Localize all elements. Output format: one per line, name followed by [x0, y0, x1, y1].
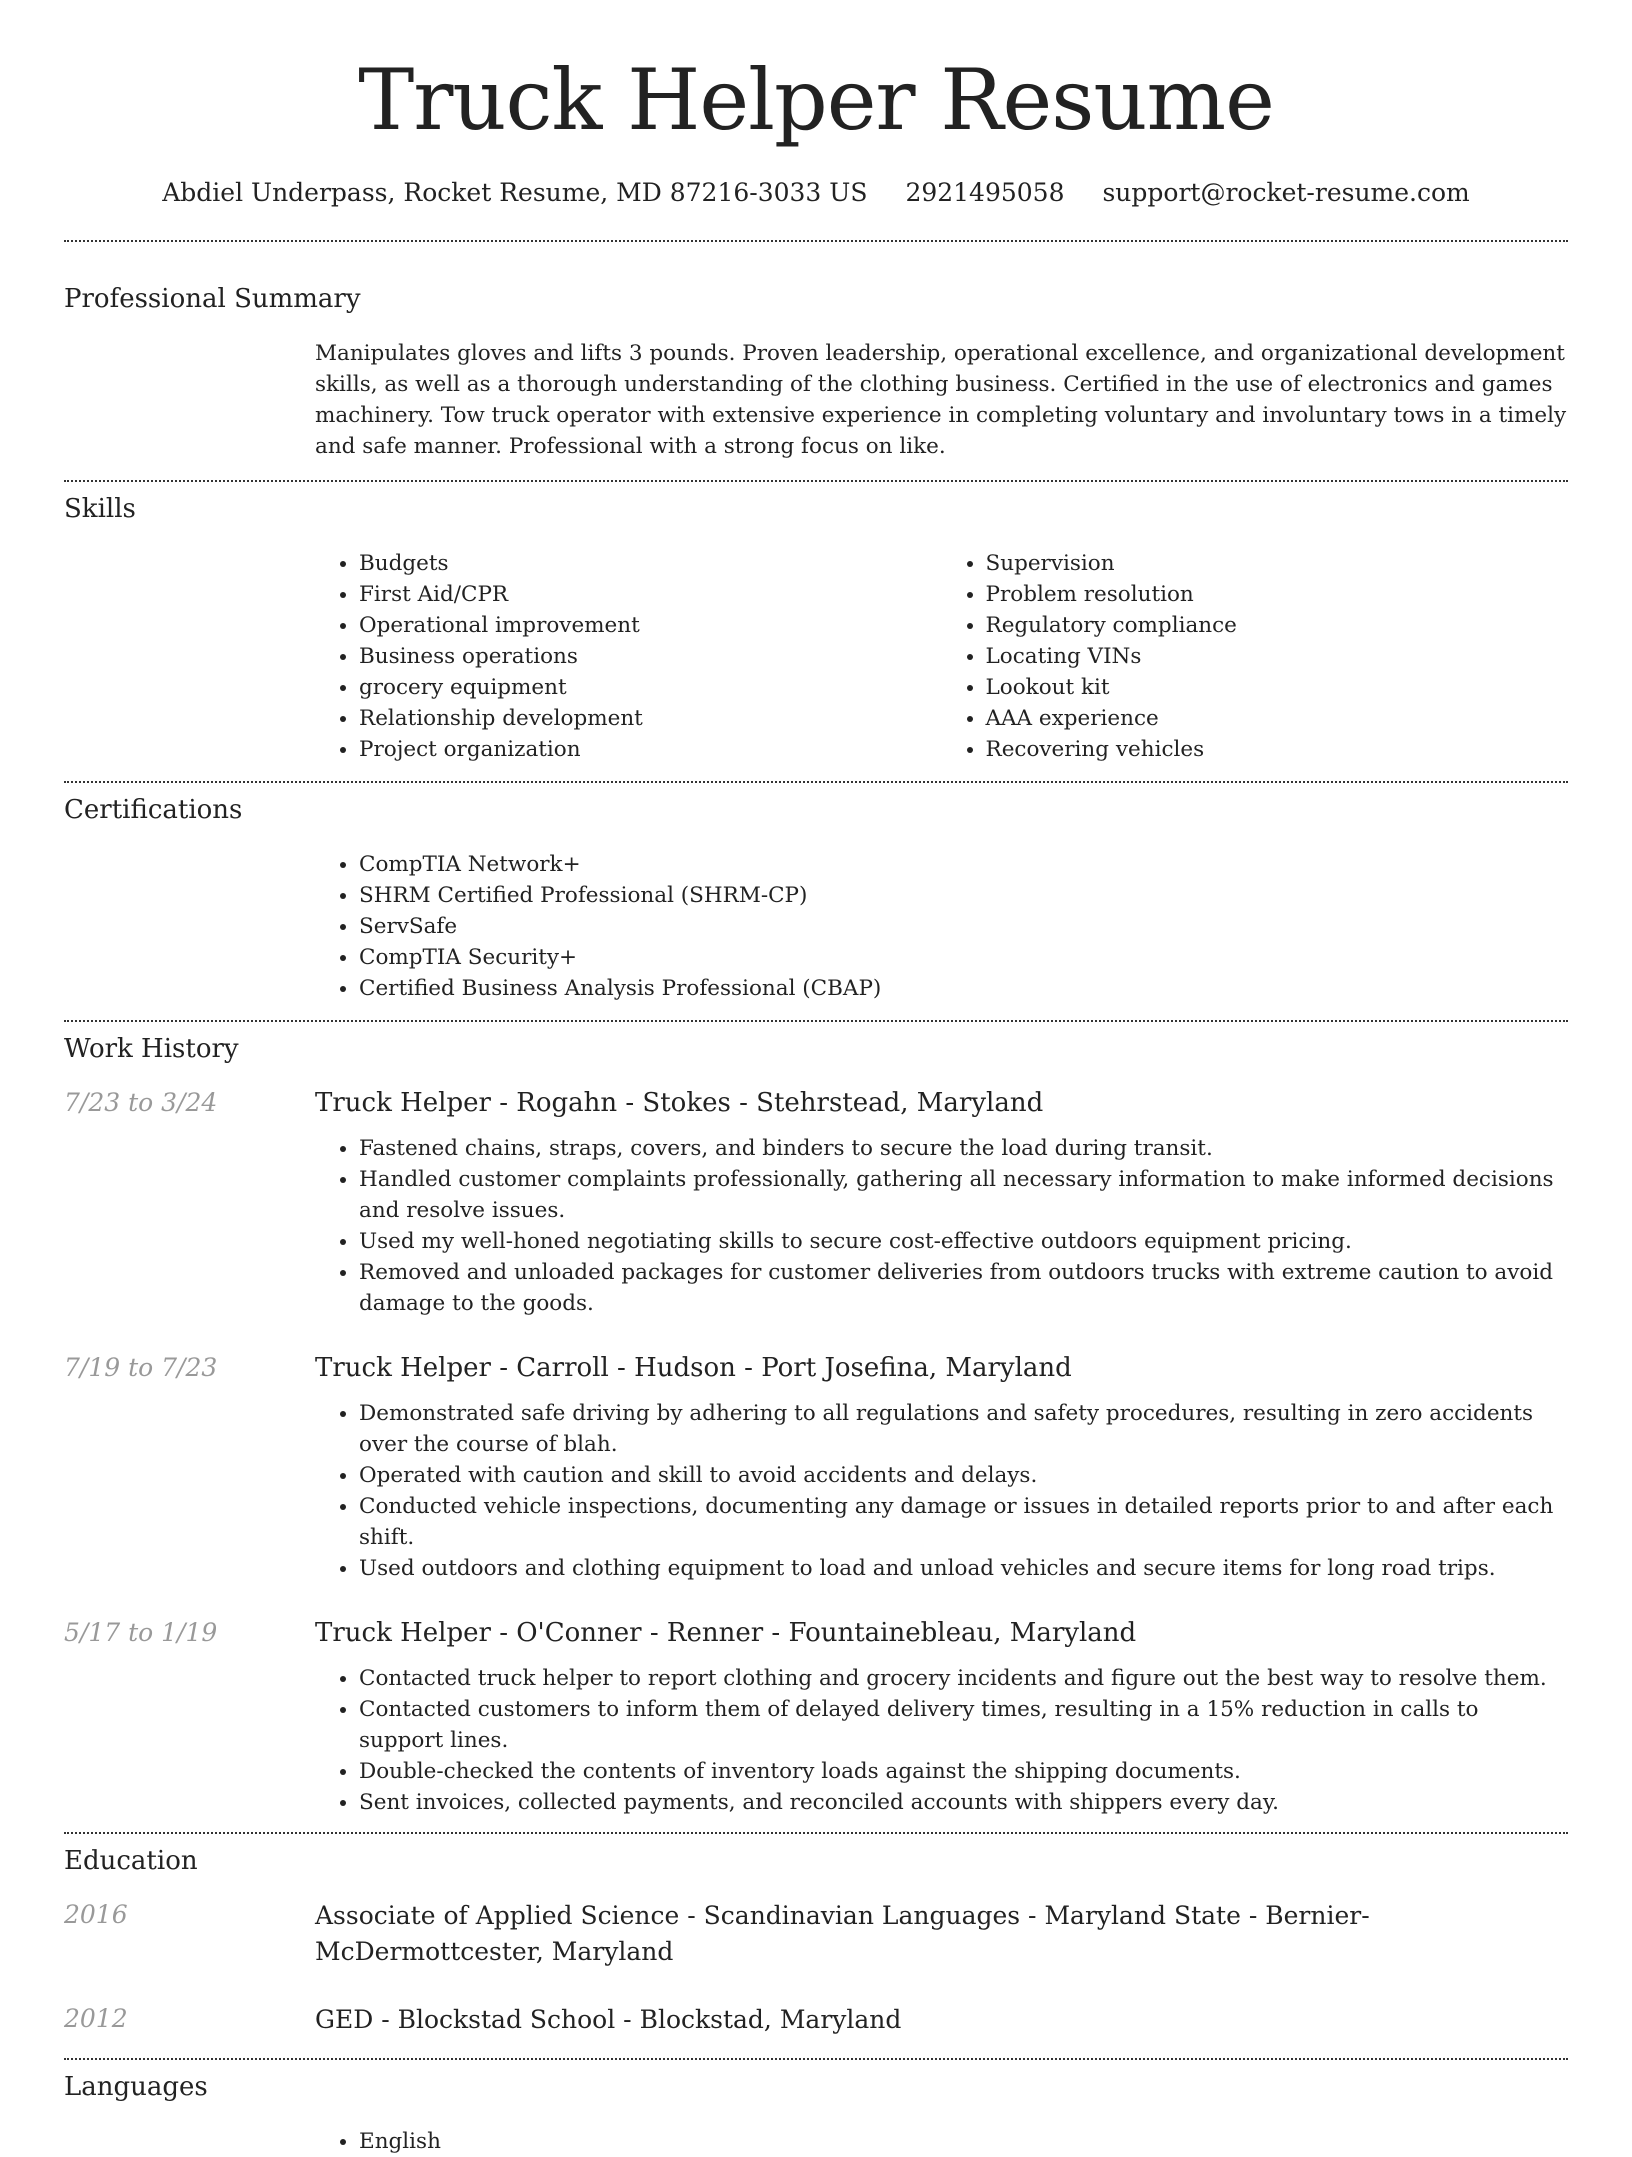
- list-item: • Supervision: [986, 548, 1569, 579]
- list-item: • Contacted truck helper to report clothing and grocery incidents and figure out the best way to resolve them.: [359, 1663, 1568, 1694]
- contact-phone: 2921495058: [905, 178, 1065, 207]
- list-item: • Problem resolution: [986, 579, 1569, 610]
- education-section: [64, 1834, 1568, 2038]
- job-bullets: [315, 1398, 1568, 1584]
- summary-section: [64, 242, 1568, 462]
- certifications-section: [64, 783, 1568, 1004]
- skills-section: [64, 482, 1568, 765]
- languages-list: [315, 2126, 1568, 2157]
- education-title: Associate of Applied Science - Scandinavian Languages - Maryland State - Bernier-McDermottcester, Maryland: [315, 1901, 1370, 1966]
- education-heading: Education: [64, 1846, 198, 1876]
- contact-line: [0, 176, 1632, 210]
- summary-text: Manipulates gloves and lifts 3 pounds. Proven leadership, operational excellence, and organizational development skills, as well as a thorough understanding of the clothing business. Certified in the use of electronics and games machinery. Tow truck operator with extensive experience in completing voluntary and involuntary tows in a timely and safe manner. Professional with a strong focus on like.: [315, 341, 1567, 459]
- list-item: • AAA experience: [986, 703, 1569, 734]
- list-item: • grocery equipment: [359, 672, 942, 703]
- job-entry: [64, 1616, 1568, 1818]
- education-year: 2012: [64, 2004, 128, 2033]
- list-item: • CompTIA Security+: [359, 942, 1568, 973]
- skills-list-left: [315, 548, 942, 765]
- job-bullets: [315, 1663, 1568, 1818]
- list-item: • Double-checked the contents of inventory loads against the shipping documents.: [359, 1756, 1568, 1787]
- list-item: • Contacted customers to inform them of delayed delivery times, resulting in a 15% reduction in calls to support lines.: [359, 1694, 1568, 1756]
- list-item: • Operated with caution and skill to avoid accidents and delays.: [359, 1460, 1568, 1491]
- list-item: • Demonstrated safe driving by adhering to all regulations and safety procedures, resulting in zero accidents over the course of blah.: [359, 1398, 1568, 1460]
- job-dates: 7/19 to 7/23: [64, 1353, 218, 1382]
- certifications-heading: Certifications: [64, 795, 243, 825]
- job-bullets: [315, 1133, 1568, 1319]
- list-item: • Recovering vehicles: [986, 734, 1569, 765]
- languages-heading: Languages: [64, 2072, 208, 2102]
- skills-list-right: [942, 548, 1569, 765]
- contact-address: Abdiel Underpass, Rocket Resume, MD 87216-3033 US: [162, 178, 868, 207]
- summary-heading: Professional Summary: [64, 284, 361, 314]
- list-item: • Budgets: [359, 548, 942, 579]
- list-item: • Certified Business Analysis Professional (CBAP): [359, 973, 1568, 1004]
- job-entry: [64, 1086, 1568, 1319]
- list-item: • Relationship development: [359, 703, 942, 734]
- resume-title: Truck Helper Resume: [358, 51, 1274, 149]
- job-entry: [64, 1351, 1568, 1584]
- list-item: • Used my well-honed negotiating skills to secure cost-effective outdoors equipment pricing.: [359, 1226, 1568, 1257]
- list-item: • Sent invoices, collected payments, and reconciled accounts with shippers every day.: [359, 1787, 1568, 1818]
- contact-email: support@rocket-resume.com: [1102, 178, 1470, 207]
- education-year: 2016: [64, 1900, 128, 1929]
- list-item: • SHRM Certified Professional (SHRM-CP): [359, 880, 1568, 911]
- list-item: • Handled customer complaints professionally, gathering all necessary information to make informed decisions and resolve issues.: [359, 1164, 1568, 1226]
- certifications-list: [315, 849, 1568, 1004]
- list-item: • Project organization: [359, 734, 942, 765]
- list-item: • Operational improvement: [359, 610, 942, 641]
- job-title: Truck Helper - Rogahn - Stokes - Stehrstead, Maryland: [315, 1088, 1044, 1118]
- resume-content: [64, 240, 1568, 2157]
- education-entry: [64, 2002, 1568, 2038]
- education-title: GED - Blockstad School - Blockstad, Maryland: [315, 2005, 902, 2034]
- education-entry: [64, 1898, 1568, 1970]
- list-item: • First Aid/CPR: [359, 579, 942, 610]
- list-item: • Fastened chains, straps, covers, and binders to secure the load during transit.: [359, 1133, 1568, 1164]
- work-history-heading: Work History: [64, 1034, 239, 1064]
- list-item: • Business operations: [359, 641, 942, 672]
- job-dates: 5/17 to 1/19: [64, 1618, 218, 1647]
- list-item: • Removed and unloaded packages for customer deliveries from outdoors trucks with extreme caution to avoid damage to the goods.: [359, 1257, 1568, 1319]
- list-item: • Conducted vehicle inspections, documenting any damage or issues in detailed reports prior to and after each shift.: [359, 1491, 1568, 1553]
- job-title: Truck Helper - Carroll - Hudson - Port Josefina, Maryland: [315, 1353, 1072, 1383]
- list-item: • Locating VINs: [986, 641, 1569, 672]
- list-item: • English: [359, 2126, 1568, 2157]
- job-title: Truck Helper - O'Conner - Renner - Fountainebleau, Maryland: [315, 1618, 1137, 1648]
- job-dates: 7/23 to 3/24: [64, 1088, 218, 1117]
- languages-section: [64, 2060, 1568, 2157]
- list-item: • CompTIA Network+: [359, 849, 1568, 880]
- list-item: • Lookout kit: [986, 672, 1569, 703]
- list-item: • Regulatory compliance: [986, 610, 1569, 641]
- work-history-section: [64, 1022, 1568, 1818]
- list-item: • Used outdoors and clothing equipment to load and unload vehicles and secure items for long road trips.: [359, 1553, 1568, 1584]
- skills-heading: Skills: [64, 494, 136, 524]
- list-item: • ServSafe: [359, 911, 1568, 942]
